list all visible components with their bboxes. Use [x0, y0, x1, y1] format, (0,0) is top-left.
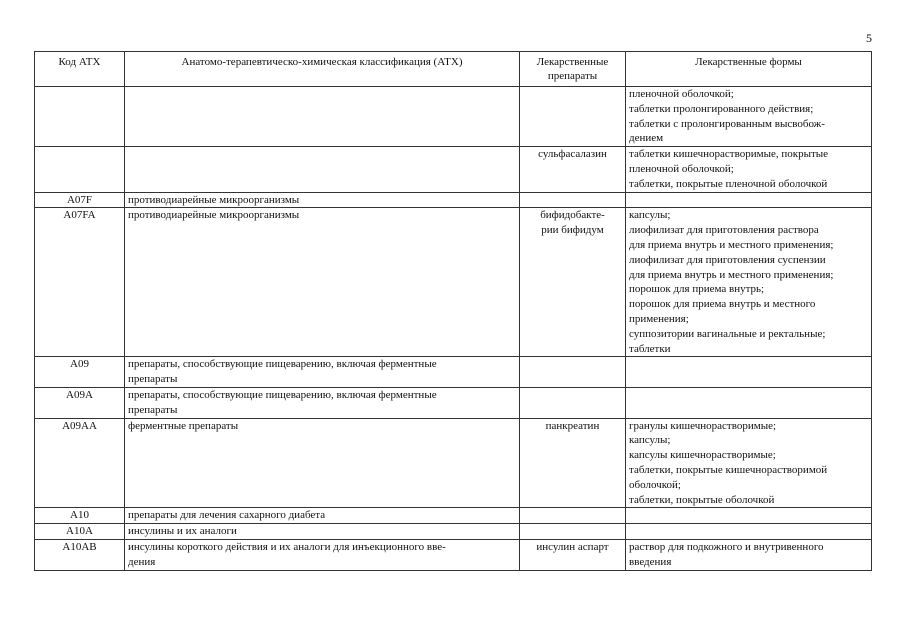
- cell-drug: сульфасалазин: [520, 147, 626, 192]
- cell-drug: [520, 508, 626, 524]
- cell-code: A10A: [35, 524, 125, 540]
- cell-drug: инсулин аспарт: [520, 539, 626, 570]
- page-number: 5: [866, 31, 872, 45]
- header-drugs: Лекарственные препараты: [520, 52, 626, 87]
- header-code: Код АТХ: [35, 52, 125, 87]
- cell-drug: [520, 524, 626, 540]
- cell-code: A07F: [35, 192, 125, 208]
- cell-forms: [626, 192, 872, 208]
- cell-classification: препараты, способствующие пищеварению, включая ферментные препараты: [125, 357, 520, 388]
- atx-table: [34, 51, 872, 571]
- header-classification: Анатомо-терапевтическо-химическая классификация (АТХ): [125, 52, 520, 87]
- table-row: [35, 192, 872, 208]
- cell-classification: препараты для лечения сахарного диабета: [125, 508, 520, 524]
- cell-drug: панкреатин: [520, 418, 626, 508]
- cell-forms: [626, 524, 872, 540]
- cell-drug: [520, 387, 626, 418]
- cell-drug: [520, 357, 626, 388]
- cell-forms: таблетки кишечнорастворимые, покрытые пленочной оболочкой; таблетки, покрытые пленочной оболочкой: [626, 147, 872, 192]
- cell-code: [35, 147, 125, 192]
- cell-forms: капсулы; лиофилизат для приготовления раствора для приема внутрь и местного применения; лиофилизат для приготовления суспензии для приема внутрь и местного применения; порошок для приема внутрь; порошок для приема внутрь и местного применения; суппозитории вагинальные и ректальные; таблетки: [626, 208, 872, 357]
- cell-drug: [520, 192, 626, 208]
- cell-code: A10AB: [35, 539, 125, 570]
- table-row: [35, 387, 872, 418]
- cell-code: A10: [35, 508, 125, 524]
- cell-code: A09A: [35, 387, 125, 418]
- cell-classification: противодиарейные микроорганизмы: [125, 208, 520, 357]
- cell-classification: ферментные препараты: [125, 418, 520, 508]
- table-row: [35, 524, 872, 540]
- cell-drug: [520, 87, 626, 147]
- cell-code: A07FA: [35, 208, 125, 357]
- table-row: [35, 357, 872, 388]
- cell-code: A09: [35, 357, 125, 388]
- cell-classification: инсулины и их аналоги: [125, 524, 520, 540]
- cell-classification: препараты, способствующие пищеварению, включая ферментные препараты: [125, 387, 520, 418]
- cell-classification: [125, 147, 520, 192]
- table-row: [35, 87, 872, 147]
- cell-forms: [626, 357, 872, 388]
- table-row: [35, 508, 872, 524]
- cell-forms: раствор для подкожного и внутривенного введения: [626, 539, 872, 570]
- table-row: [35, 418, 872, 508]
- header-forms: Лекарственные формы: [626, 52, 872, 87]
- cell-forms: [626, 387, 872, 418]
- cell-drug: бифидобакте- рии бифидум: [520, 208, 626, 357]
- table-header-row: [35, 52, 872, 87]
- table-row: [35, 147, 872, 192]
- cell-forms: [626, 508, 872, 524]
- cell-classification: [125, 87, 520, 147]
- cell-forms: пленочной оболочкой; таблетки пролонгированного действия; таблетки с пролонгированным высвобож- дением: [626, 87, 872, 147]
- cell-classification: противодиарейные микроорганизмы: [125, 192, 520, 208]
- table-row: [35, 539, 872, 570]
- cell-code: [35, 87, 125, 147]
- table-row: [35, 208, 872, 357]
- cell-classification: инсулины короткого действия и их аналоги для инъекционного вве- дения: [125, 539, 520, 570]
- cell-forms: гранулы кишечнорастворимые; капсулы; капсулы кишечнорастворимые; таблетки, покрытые кишечнорастворимой оболочкой; таблетки, покрытые оболочкой: [626, 418, 872, 508]
- cell-code: A09AA: [35, 418, 125, 508]
